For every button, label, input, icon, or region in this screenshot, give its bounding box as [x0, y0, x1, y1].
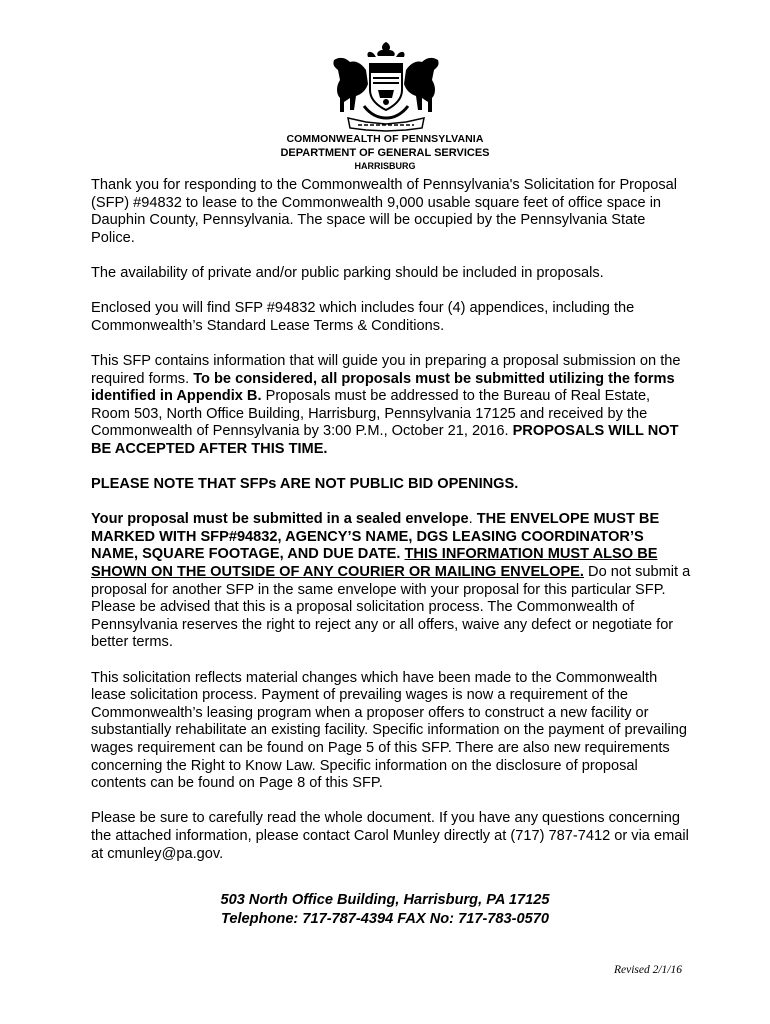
envelope-text-b: .	[468, 511, 477, 528]
paragraph-submission	[91, 353, 691, 459]
envelope-text-f: Do not submit a proposal for another SFP in the same envelope with your proposal for this particular SFP. Please be advised that this is a proposal solicitation process. The Commonwealth of Pennsylvania reserves the right to reject any or all offers, waive any defect or negotiate for better terms.	[91, 564, 691, 651]
envelope-courier-text: THIS INFORMATION MUST ALSO BE SHOWN ON THE OUTSIDE OF ANY COURIER OR MAILING ENVELOPE.	[91, 546, 658, 581]
agency-department: DEPARTMENT OF GENERAL SERVICES	[280, 147, 490, 159]
paragraph-enclosed: Enclosed you will find SFP #94832 which includes four (4) appendices, including the Commonwealth’s Standard Lease Terms & Conditions.	[91, 300, 635, 334]
paragraph-contact: Please be sure to carefully read the whole document. If you have any questions concerning the attached information, please contact Carol Munley directly at (717) 787-7412 or via email at cmunley@pa.gov.	[91, 810, 689, 862]
paragraph-intro: Thank you for responding to the Commonwealth of Pennsylvania's Solicitation for Proposal (SFP) #94832 to lease to the Commonwealth 9,000 usable square feet of office space in Dauphin County, Pennsylvania. The space will be occupied by the Pennsylvania State Police.	[91, 177, 678, 246]
revision-date: Revised 2/1/16	[613, 964, 682, 976]
submission-deadline-warning: PROPOSALS WILL NOT BE ACCEPTED AFTER THIS TIME.	[91, 423, 679, 457]
submission-text-c: Proposals must be addressed to the Bureau of Real Estate, Room 503, North Office Building, Harrisburg, Pennsylvania 17125 and received by the Commonwealth of Pennsylvania by 3:00 P.M., October 21, 2016.	[91, 388, 651, 440]
footer-address: 503 North Office Building, Harrisburg, PA 17125	[220, 892, 550, 908]
footer-contact	[0, 891, 770, 929]
paragraph-parking: The availability of private and/or public parking should be included in proposals.	[91, 264, 604, 281]
paragraph-bid-note: PLEASE NOTE THAT SFPs ARE NOT PUBLIC BID OPENINGS.	[91, 476, 519, 493]
footer-phone: Telephone: 717-787-4394 FAX No: 717-783-0570	[221, 911, 549, 927]
agency-city: HARRISBURG	[354, 161, 416, 171]
letter-body	[91, 177, 691, 881]
envelope-marking-text: THE ENVELOPE MUST BE MARKED WITH SFP#94832, AGENCY’S NAME, DGS LEASING COORDINATOR’S NAME, SQUARE FOOTAGE, AND DUE DATE.	[91, 511, 660, 563]
envelope-sealed-text: Your proposal must be submitted in a sealed envelope	[91, 511, 469, 528]
paragraph-changes: This solicitation reflects material changes which have been made to the Commonwealth lease solicitation process. Payment of prevailing wages is now a requirement of the Commonwealth’s leasing program when a proposer offers to construct a new facility or substantially rehabilitate an existing facility. Specific information on the payment of prevailing wages requirement can be found on Page 5 of this SFP. There are also new requirements concerning the Right to Know Law. Specific information on the disclosure of proposal contents can be found on Page 8 of this SFP.	[91, 669, 687, 792]
pennsylvania-coat-of-arms-icon	[326, 40, 446, 132]
submission-forms-requirement: To be considered, all proposals must be submitted utilizing the forms identified in Appendix B.	[91, 370, 675, 405]
agency-commonwealth: COMMONWEALTH OF PENNSYLVANIA	[286, 133, 484, 145]
submission-text-a: This SFP contains information that will guide you in preparing a proposal submission on the required forms.	[91, 352, 681, 387]
paragraph-envelope	[91, 511, 691, 652]
